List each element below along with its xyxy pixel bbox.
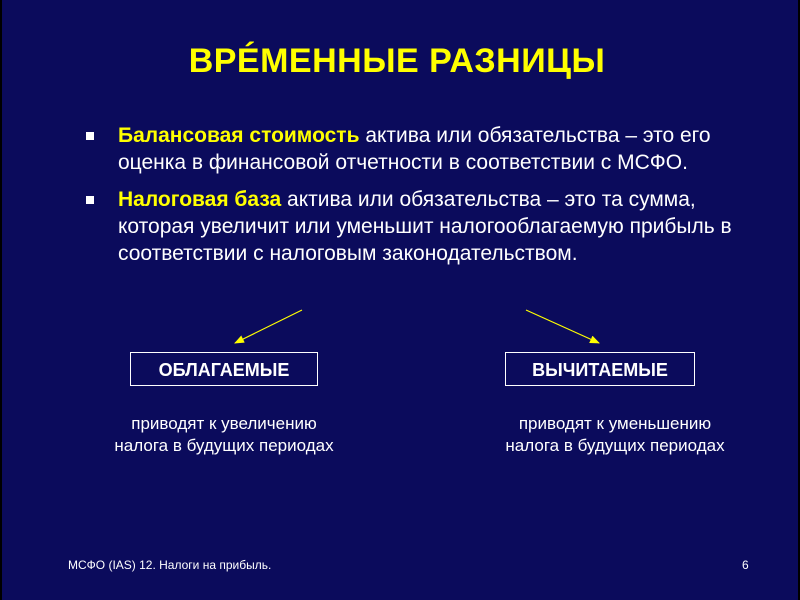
taxable-differences-box: ОБЛАГАЕМЫЕ bbox=[130, 352, 318, 386]
page-number: 6 bbox=[742, 558, 749, 572]
deductible-differences-description: приводят к уменьшению налога в будущих периодах bbox=[505, 414, 725, 455]
bullet-text: актива или обязательства – это его оценка в финансовой отчетности в соответствии с МСФО. bbox=[118, 124, 711, 174]
arrow-to-deductible bbox=[526, 310, 599, 343]
bullet-term: Налоговая база bbox=[118, 188, 282, 211]
slide-footer: МСФО (IAS) 12. Налоги на прибыль. bbox=[68, 558, 272, 572]
taxable-differences-description: приводят к увеличению налога в будущих периодах bbox=[114, 414, 334, 455]
arrows-layer bbox=[2, 0, 800, 600]
bullet-term: Балансовая стоимость bbox=[118, 124, 360, 147]
deductible-differences-box: ВЫЧИТАЕМЫЕ bbox=[505, 352, 695, 386]
slide-title: ВРÉМЕННЫЕ РАЗНИЦЫ bbox=[188, 42, 606, 80]
bullet-text: актива или обязательства – это та сумма, которая увеличит или уменьшит налогооблагаемую прибыль в соответствии с налоговым законодательством. bbox=[118, 188, 732, 265]
arrow-to-taxable bbox=[235, 310, 302, 343]
